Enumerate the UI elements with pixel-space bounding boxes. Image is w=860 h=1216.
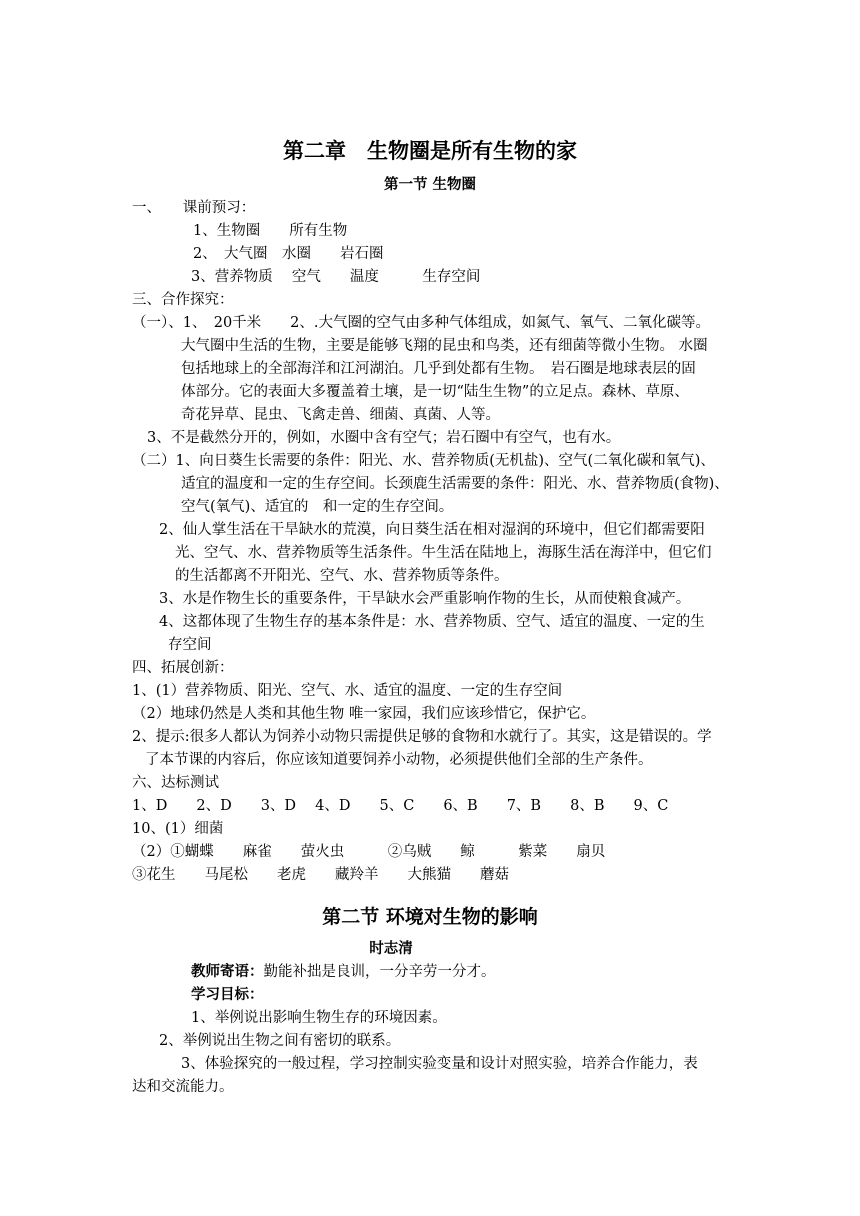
text-line: 奇花异草、昆虫、飞禽走兽、细菌、真菌、人等。 — [181, 407, 500, 423]
goal-line: 达和交流能力。 — [132, 1079, 234, 1095]
answer-line: （2）①蝴蝶 麻雀 萤火虫 ②乌贼 鲸 紫菜 扇贝 — [132, 844, 606, 860]
answer-line: ③花生 马尾松 老虎 藏羚羊 大熊猫 蘑菇 — [132, 867, 509, 883]
author-name: 时志清 — [369, 940, 413, 957]
text-line: 大气圈中生活的生物，主要是能够飞翔的昆虫和鸟类，还有细菌等微小生物。 水圈 — [181, 338, 708, 354]
text-line: 3、营养物质 空气 温度 生存空间 — [191, 269, 481, 285]
section-heading: 三、合作探究： — [132, 292, 234, 308]
text-line: 了本节课的内容后，你应该知道要饲养小动物，必须提供他们全部的生产条件。 — [145, 752, 653, 768]
answer-line: 10、(1）细菌 — [132, 821, 224, 837]
section-1-title: 第一节 生物圈 — [383, 176, 477, 193]
text-line: 3、不是截然分开的，例如，水圈中含有空气；岩石圈中有空气，也有水。 — [147, 430, 621, 446]
text-line: 2、仙人掌生活在干旱缺水的荒漠，向日葵生活在相对湿润的环境中，但它们都需要阳 — [159, 522, 705, 538]
text-line: （一）、1、 20千米 2、.大气圈的空气由多种气体组成，如氮气、氧气、二氧化碳等。 — [132, 315, 711, 331]
text-line: 2、提示:很多人都认为饲养小动物只需提供足够的食物和水就行了。其实，这是错误的。学 — [132, 729, 712, 745]
text-line: 1、生物圈 所有生物 — [193, 223, 348, 239]
text-line: 4、这都体现了生物生存的基本条件是：水、营养物质、空气、适宜的温度、一定的生 — [159, 614, 705, 630]
text-line: 3、水是作物生长的重要条件，干旱缺水会严重影响作物的生长，从而使粮食减产。 — [159, 591, 691, 607]
text-line: 一、 课前预习： — [132, 200, 256, 216]
chapter-title: 第二章 生物圈是所有生物的家 — [283, 138, 577, 163]
text-line: 1、(1）营养物质、阳光、空气、水、适宜的温度、一定的生存空间 — [132, 683, 563, 699]
text-line: 存空间 — [168, 637, 212, 653]
goal-line: 1、举例说出影响生物生存的环境因素。 — [191, 1010, 447, 1026]
goal-line: 2、举例说出生物之间有密切的联系。 — [159, 1033, 401, 1049]
text-line: 光、空气、水、营养物质等生活条件。牛生活在陆地上，海豚生活在海洋中，但它们 — [175, 545, 712, 561]
section-heading: 四、拓展创新： — [132, 660, 234, 676]
text-line: 适宜的温度和一定的生存空间。长颈鹿生活需要的条件：阳光、水、营养物质(食物)、 — [181, 476, 729, 492]
text-line: 空气(氧气)、适宜的 和一定的生存空间。 — [181, 499, 454, 515]
goal-line: 3、体验探究的一般过程，学习控制实验变量和设计对照实验，培养合作能力，表 — [181, 1056, 698, 1072]
text-line: 包括地球上的全部海洋和江河湖泊。几乎到处都有生物。 岩石圈是地球表层的固 — [181, 361, 696, 377]
text-line: 体部分。它的表面大多覆盖着土壤，是一切“陆生生物”的立足点。森林、草原、 — [181, 384, 689, 400]
text-line: 的生活都离不开阳光、空气、水、营养物质等条件。 — [175, 568, 509, 584]
teacher-message — [191, 962, 496, 982]
section-2-title: 第二节 环境对生物的影响 — [322, 906, 538, 928]
text-line: （二）1、向日葵生长需要的条件：阳光、水、营养物质(无机盐)、空气(二氧化碳和氧气)、 — [132, 453, 715, 469]
learning-goals-label: 学习目标： — [191, 986, 264, 1003]
answer-line: 1、D 2、D 3、D 4、D 5、C 6、B 7、B 8、B 9、C — [132, 798, 669, 814]
teacher-message-text: 勤能补拙是良训，一分辛劳一分才。 — [263, 964, 496, 980]
text-line: 2、 大气圈 水圈 岩石圈 — [193, 246, 384, 262]
teacher-message-label: 教师寄语： — [191, 963, 264, 980]
section-heading: 六、达标测试 — [132, 775, 219, 791]
text-line: （2）地球仍然是人类和其他生物 唯一家园，我们应该珍惜它，保护它。 — [132, 706, 596, 722]
